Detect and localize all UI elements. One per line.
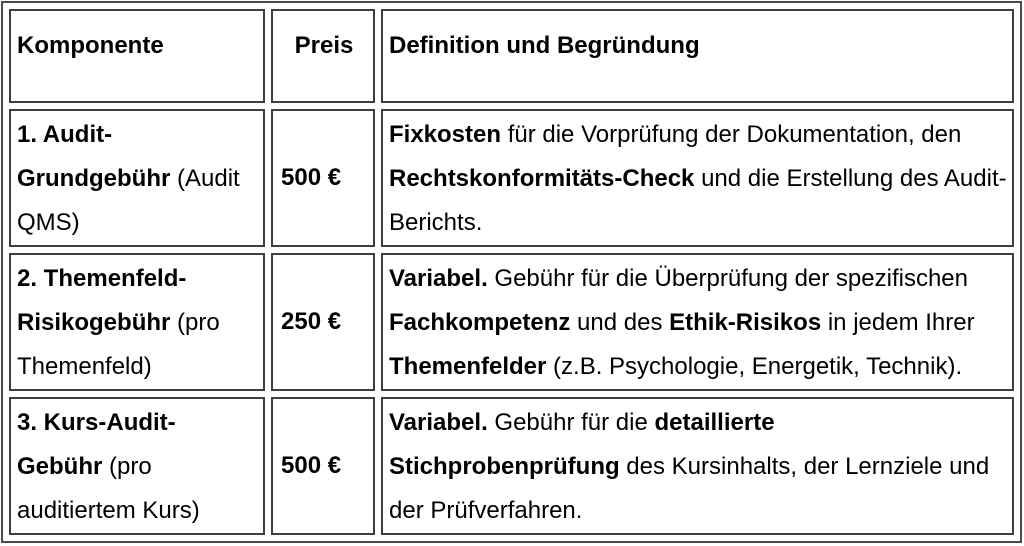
- table-row-audit-grundgebuehr: [9, 109, 1014, 247]
- header-definition: Definition und Begründung: [381, 9, 1014, 103]
- component-cell: 1. Audit-Grundgebühr (Audit QMS): [9, 109, 265, 247]
- table-row-kurs-audit-gebuehr: [9, 397, 1014, 535]
- definition-cell: Fixkosten für die Vorprüfung der Dokumentation, den Rechtskonformitäts-Check und die Erstellung des Audit-Berichts.: [381, 109, 1014, 247]
- definition-cell: Variabel. Gebühr für die detaillierte Stichprobenprüfung des Kursinhalts, der Lernziele und der Prüfverfahren.: [381, 397, 1014, 535]
- component-cell: 2. Themenfeld-Risikogebühr (pro Themenfeld): [9, 253, 265, 391]
- header-row: [9, 9, 1014, 103]
- price-cell: 250 €: [271, 253, 375, 391]
- table-row-themenfeld-risikogebuehr: [9, 253, 1014, 391]
- price-cell: 500 €: [271, 397, 375, 535]
- fee-table: [1, 1, 1022, 543]
- header-preis: Preis: [271, 9, 375, 103]
- header-komponente: Komponente: [9, 9, 265, 103]
- definition-cell: Variabel. Gebühr für die Überprüfung der spezifischen Fachkompetenz und des Ethik-Risikos in jedem Ihrer Themenfelder (z.B. Psychologie, Energetik, Technik).: [381, 253, 1014, 391]
- component-cell: 3. Kurs-Audit-Gebühr (pro auditiertem Kurs): [9, 397, 265, 535]
- price-cell: 500 €: [271, 109, 375, 247]
